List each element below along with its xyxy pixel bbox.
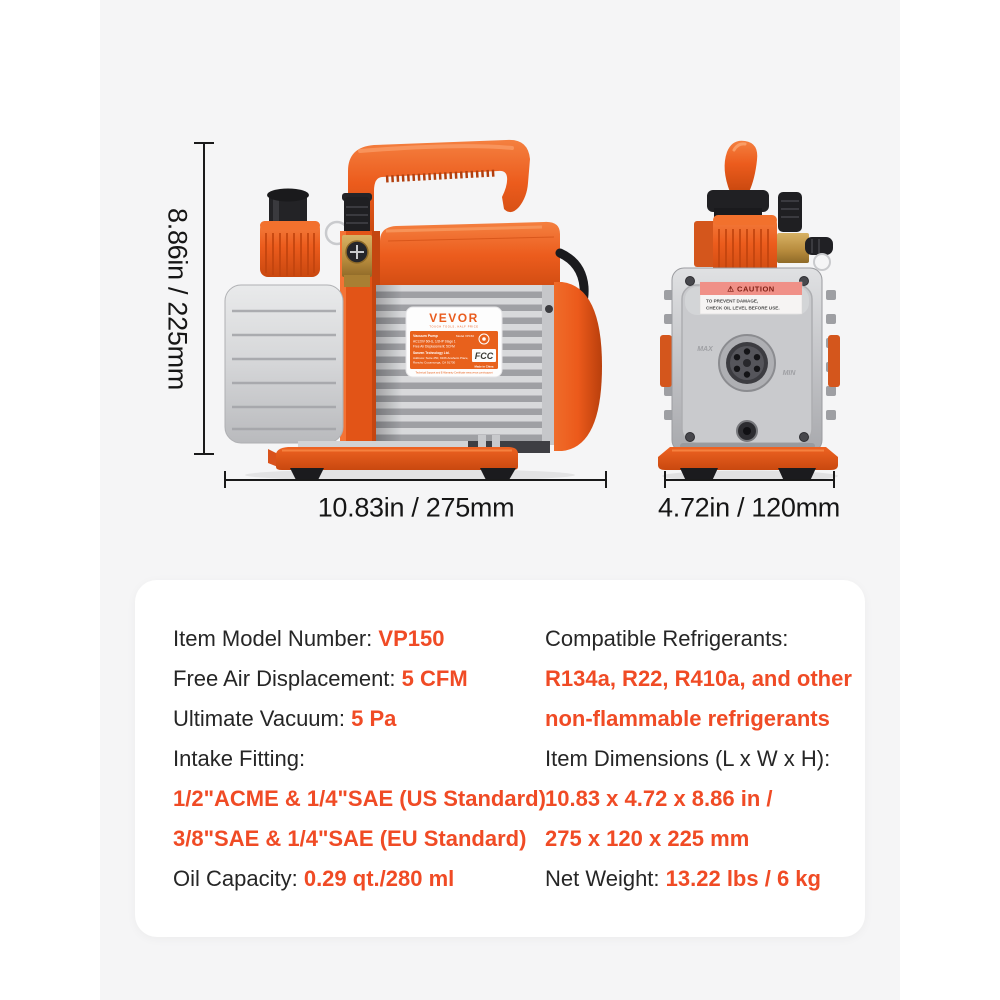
support-line: Technical Support and E-Warranty Certificate www.vevor.com/support	[415, 371, 493, 375]
gas-ballast-valve	[342, 235, 372, 287]
svg-text:Model VP150: Model VP150	[456, 334, 475, 338]
spec-row-refrigerants-list2: non-flammable refrigerants	[545, 706, 830, 731]
spec-card	[135, 580, 865, 937]
side-clip	[660, 335, 672, 387]
svg-text:Sanven Technology Ltd.: Sanven Technology Ltd.	[413, 351, 450, 355]
spec-row-refrigerants-list: R134a, R22, R410a, and other	[545, 666, 852, 691]
spec-row-intake-fitting: Intake Fitting:	[173, 746, 306, 771]
spec-row-dimensions: Item Dimensions (L x W x H):	[545, 746, 831, 771]
spec-row-fitting-eu: 3/8"SAE & 1/4"SAE (EU Standard)	[173, 826, 527, 851]
svg-text:Free Air Displacement: 5CFM: Free Air Displacement: 5CFM	[413, 344, 455, 349]
spec-row-fitting-us: 1/2"ACME & 1/4"SAE (US Standard)	[173, 786, 546, 811]
carry-handle-end	[725, 141, 758, 192]
spec-row-vacuum: Ultimate Vacuum: 5 Pa	[173, 706, 397, 731]
width-dimension-line	[665, 479, 835, 481]
svg-text:Address: Suite 250, 9166 Anahe: Address: Suite 250, 9166 Anaheim Place,	[413, 356, 469, 360]
carry-handle	[348, 140, 530, 235]
length-dimension-line	[225, 479, 607, 481]
vevor-nameplate	[406, 307, 502, 377]
min-marking: MIN	[782, 370, 796, 377]
spec-row-oil-capacity: Oil Capacity: 0.29 qt./280 ml	[173, 866, 455, 891]
intake-valve-assembly	[777, 192, 833, 270]
oil-sight-glass	[719, 335, 775, 391]
height-dimension-line	[203, 143, 205, 455]
svg-text:TO PREVENT DAMAGE,: TO PREVENT DAMAGE,	[706, 298, 759, 304]
housing-bolt	[545, 305, 553, 313]
spec-row-model: Item Model Number: VP150	[173, 626, 445, 651]
brand-tagline: TOUGH TOOLS, HALF PRICE	[429, 325, 479, 329]
length-dimension-label: 10.83in / 275mm	[317, 492, 515, 523]
height-dimension-label: 8.86in / 225mm	[162, 208, 193, 390]
spec-row-displacement: Free Air Displacement: 5 CFM	[173, 666, 468, 691]
caution-label	[700, 282, 802, 314]
max-marking: MAX	[697, 346, 713, 353]
fcc-mark: FCC	[474, 351, 494, 361]
spec-column-right	[545, 619, 852, 899]
spec-row-refrigerants: Compatible Refrigerants:	[545, 626, 789, 651]
made-in-label: Made in China	[474, 364, 494, 369]
vacuum-pump-side-view	[210, 135, 610, 480]
width-dimension-label: 4.72in / 120mm	[658, 492, 840, 523]
cap-leash-ring	[814, 254, 830, 270]
handle-bracket-edge	[694, 221, 716, 267]
spec-row-net-weight: Net Weight: 13.22 lbs / 6 kg	[545, 866, 821, 891]
side-clip	[828, 335, 840, 387]
spec-row-dimensions-mm: 275 x 120 x 225 mm	[545, 826, 750, 851]
brand-logo: VEVOR	[429, 311, 479, 325]
svg-text:Vacuum Pump: Vacuum Pump	[413, 334, 438, 338]
motor-end-cap	[554, 282, 602, 451]
svg-text:CHECK OIL LEVEL BEFORE USE.: CHECK OIL LEVEL BEFORE USE.	[706, 305, 780, 311]
vacuum-pump-front-view	[650, 135, 850, 480]
caution-title: ⚠ CAUTION	[727, 284, 775, 294]
svg-text:Rancho Cucamonga, CA 91730: Rancho Cucamonga, CA 91730	[413, 360, 456, 365]
pump-head-block	[225, 285, 343, 443]
oil-drain-plug	[737, 421, 757, 441]
oil-fill-cap	[260, 189, 320, 278]
spec-row-dimensions-in: 10.83 x 4.72 x 8.86 in /	[545, 786, 773, 811]
spec-column-left	[173, 619, 546, 899]
svg-text:AC120V 60Hz, 1/2HP Stage 1: AC120V 60Hz, 1/2HP Stage 1	[413, 339, 456, 344]
